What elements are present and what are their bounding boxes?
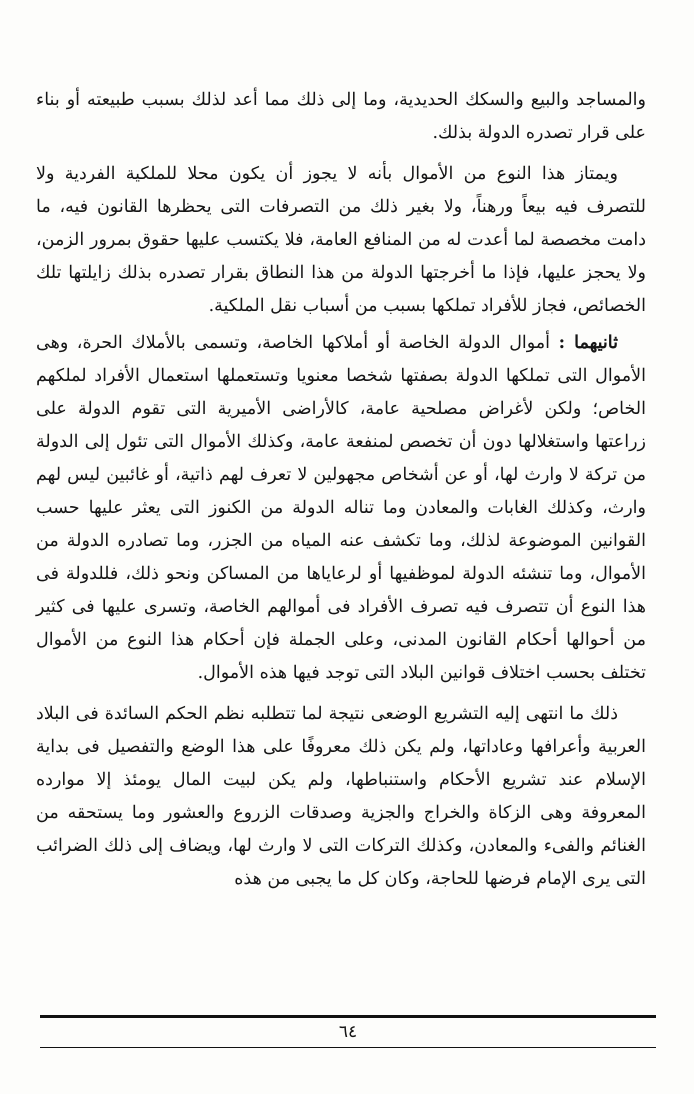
paragraph-3-body: أموال الدولة الخاصة أو أملاكها الخاصة، وتسمى بالأملاك الحرة، وهى الأموال التى تملكها الدولة بصفتها شخصا معنويا وتستعملها استعمال الأفراد لملكهم الخاص؛ ولكن لأغراض مصلحية عامة، كالأراضى الأميرية التى تقوم الدولة على زراعتها واستغلالها دون أن تخصص لمنفعة عامة، وكذلك الأموال التى تئول إلى الدولة من تركة لا وارث لها، أو عن أشخاص مجهولين لا تعرف لهم ذاتية، أو غائبين ليس لهم وارث، وكذلك الغابات والمعادن وما تناله الدولة من الكنوز التى يعثر عليها حسب القوانين الموضوعة لذلك، وما تكشف عنه المياه من الجزر، وما تصادره الدولة من الأموال، وما تنشئه الدولة لموظفيها أو لرعاياها من المساكن ونحو ذلك، فللدولة فى هذا النوع أن تتصرف فيه تصرف الأفراد فى أموالهم الخاصة، وتسرى عليها فى كثير من أحوالها أحكام القانون المدنى، وعلى الجملة فإن أحكام هذا النوع من الأموال تختلف بحسب اختلاف قوانين البلاد التى توجد فيها هذه الأموال. [36, 333, 646, 683]
paragraph-3-lead: ثانيهما : [558, 333, 618, 353]
page-number: ٦٤ [338, 1022, 358, 1042]
page-footer [40, 1015, 656, 1065]
paragraph-3 [36, 327, 646, 690]
paragraph-2: ويمتاز هذا النوع من الأموال بأنه لا يجوز أن يكون محلا للملكية الفردية ولا للتصرف فيه بيعاً ورهناً، ولا بغير ذلك من التصرفات التى يحظرها القانون فيه، ما دامت مخصصة لما أعدت له من المنافع العامة، فلا يكتسب عليها حقوق بمرور الزمن، ولا يحجز عليها، فإذا ما أخرجتها الدولة من هذا النطاق بقرار تصدره بذلك زايلتها تلك الخصائص، فجاز للأفراد تملكها بسبب من أسباب نقل الملكية. [36, 164, 646, 316]
paragraph-1: والمساجد والبيع والسكك الحديدية، وما إلى ذلك مما أعد لذلك بسبب طبيعته أو بناء على قرار تصدره الدولة بذلك. [36, 90, 646, 143]
footer-rule-thick [40, 1015, 656, 1018]
paragraph-4: ذلك ما انتهى إليه التشريع الوضعى نتيجة لما تتطلبه نظم الحكم السائدة فى البلاد العربية وأعرافها وعاداتها، ولم يكن ذلك معروفًا على هذا الوضع والتفصيل فى بداية الإسلام عند تشريع الأحكام واستنباطها، ولم يكن لبيت المال يومئذ إلا موارده المعروفة وهى الزكاة والخراج والجزية وصدقات الزروع والعشور وما يستحقه من الغنائم والفىء والمعادن، وكذلك التركات التى لا وارث لها، ويضاف إلى ذلك الضرائب التى يرى الإمام فرضها للحاجة، وكان كل ما يجبى من هذه [36, 704, 646, 889]
footer-rule-thin [40, 1047, 656, 1048]
page-body [36, 84, 646, 904]
